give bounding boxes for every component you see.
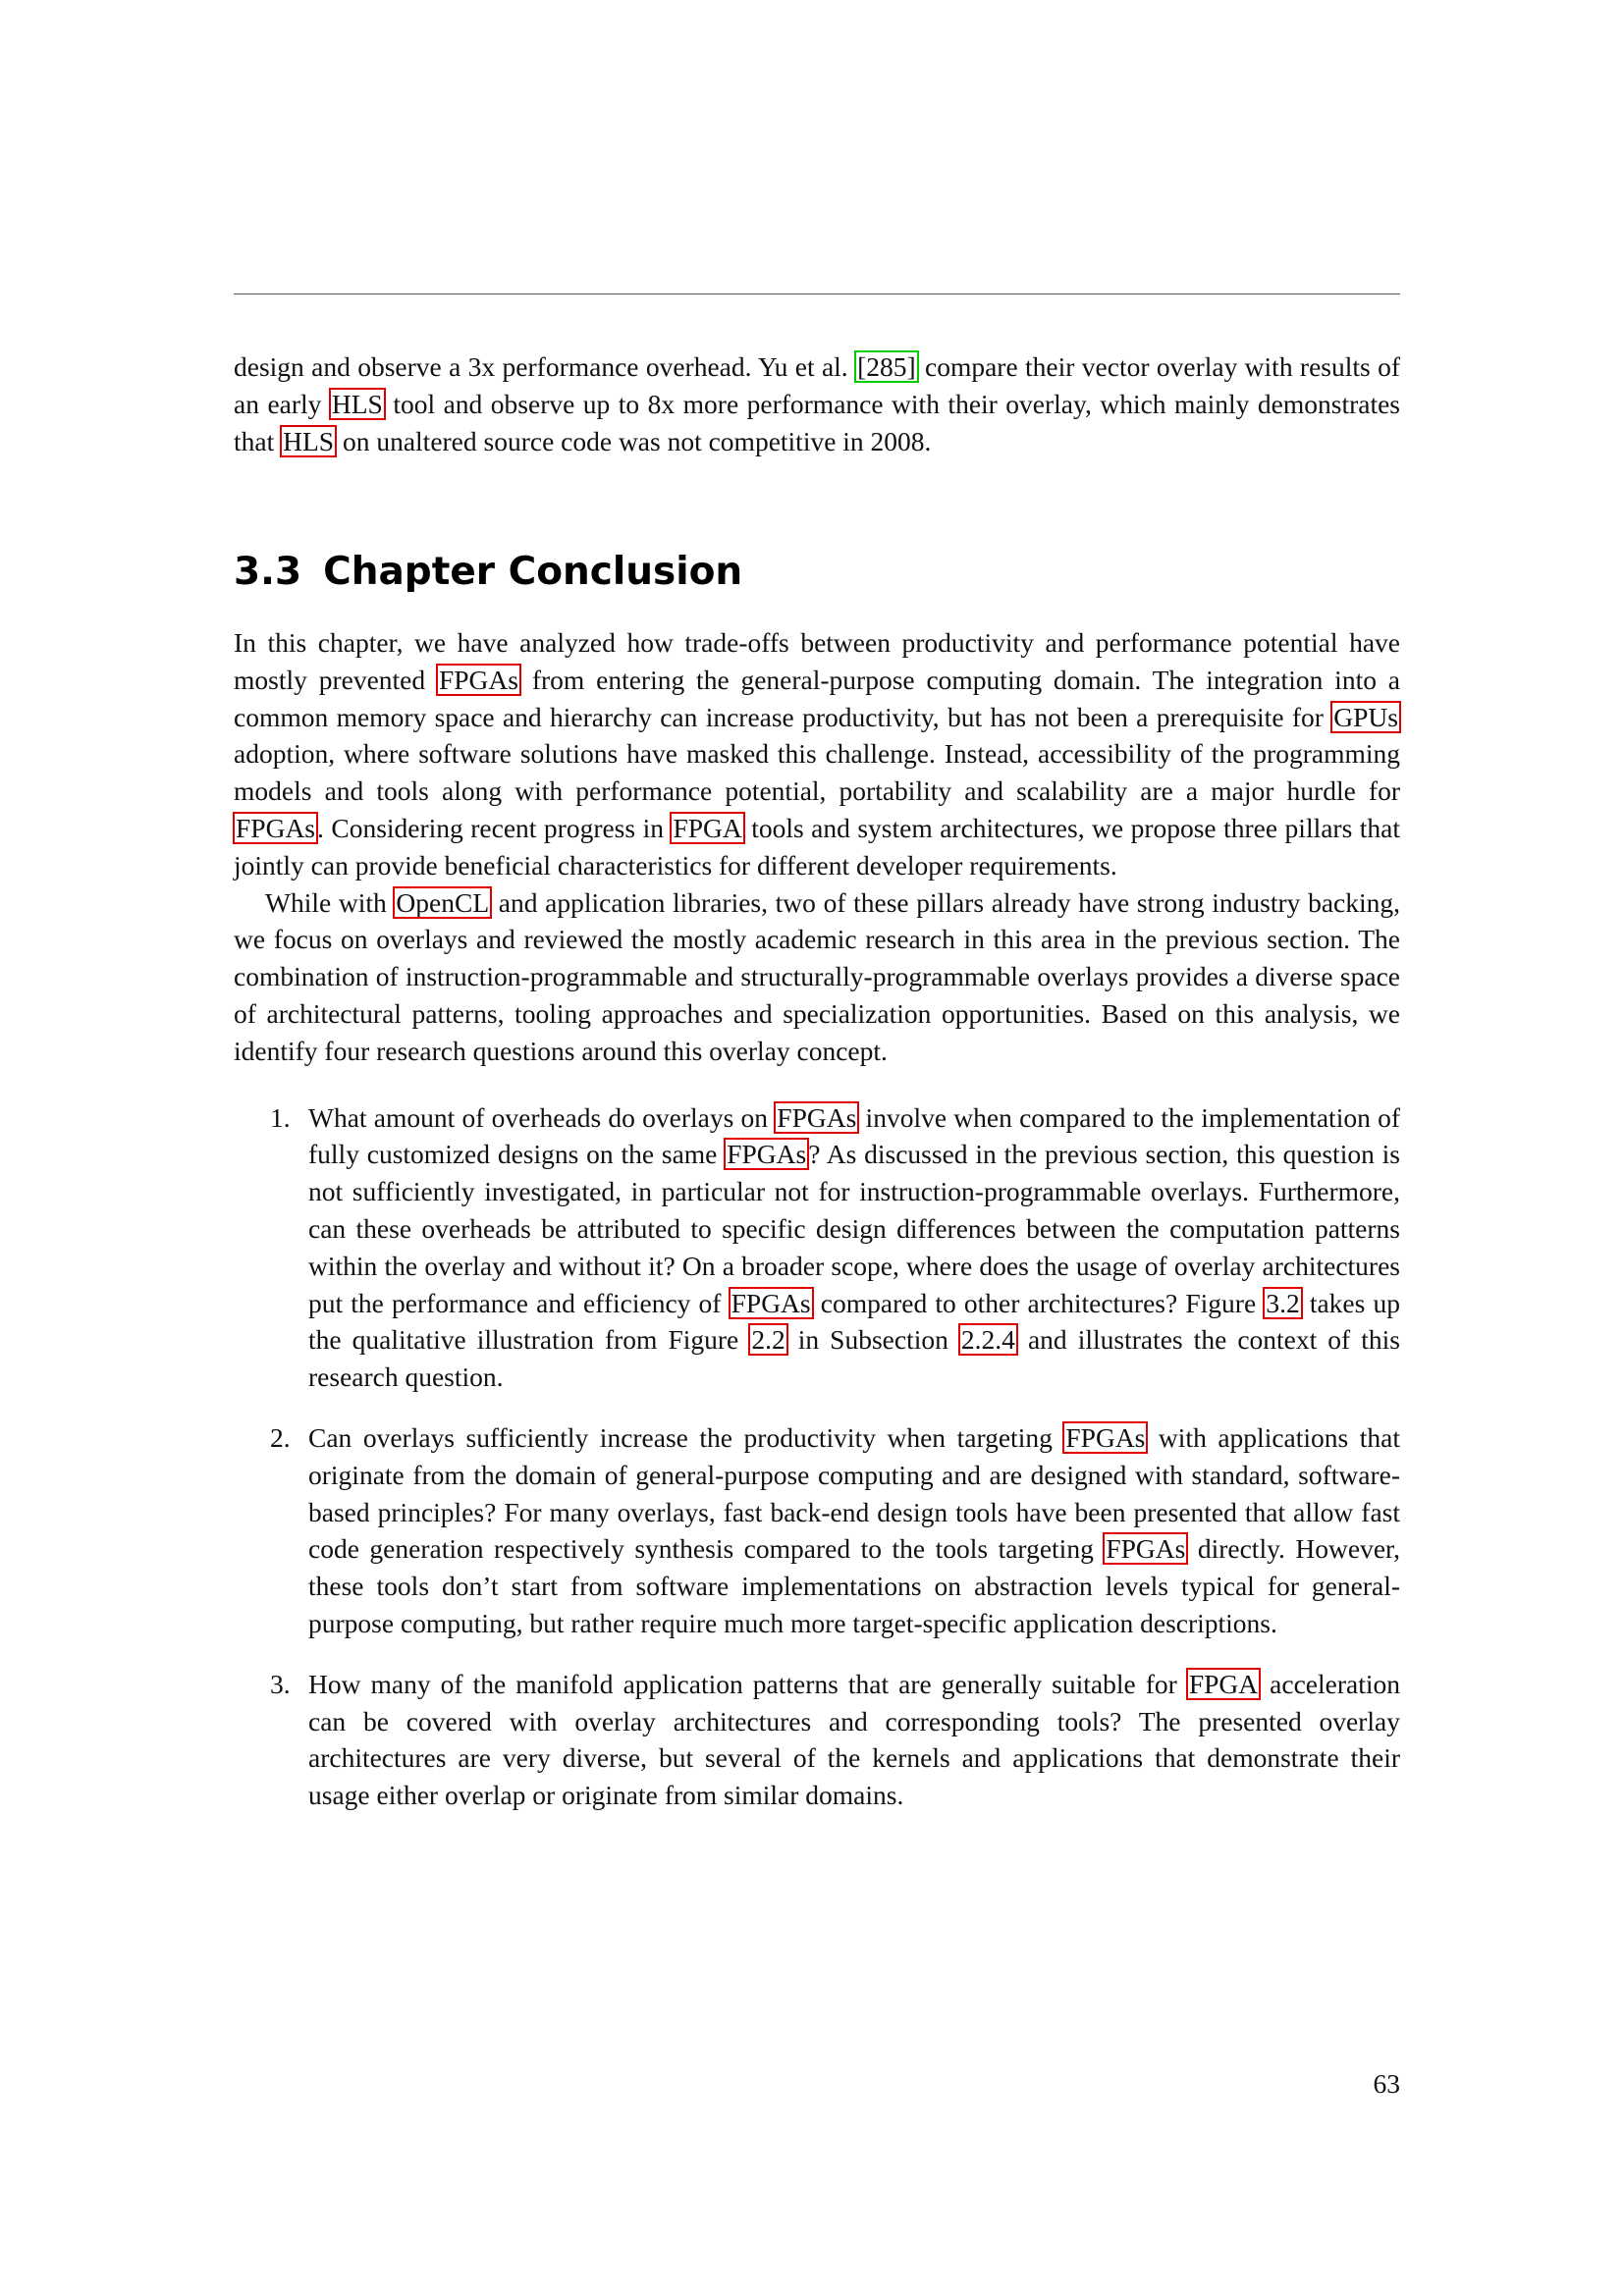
subsection-ref-2-2-4[interactable]: 2.2.4 — [960, 1324, 1015, 1356]
figure-ref-3-2[interactable]: 3.2 — [1266, 1287, 1300, 1318]
acronym-link-gpus[interactable]: GPUs — [1333, 701, 1398, 732]
list-marker: 1. — [270, 1101, 291, 1133]
acronym-link-fpgas[interactable]: FPGAs — [236, 812, 316, 843]
acronym-link-hls[interactable]: HLS — [283, 425, 335, 456]
list-item: 1. What amount of overheads do overlays on FPGAs involve when compared to the implementation of fully customized designs on the same FPGAs? As discussed in the previous section, this question is not sufficiently investigated, in particular not for instruction-programmable overlays. Furthermore, can these overheads be attributed to specific design differences between the computation patterns within the overlay and without it? On a broader scope, where does the usage of overlay architectures put the performance and efficiency of FPGAs compared to other architectures? Figure 3.2 takes up the qualitative illustration from Figure 2.2 in Subsection 2.2.4 and illustrates the context of this research question. — [234, 1099, 1400, 1396]
acronym-link-fpgas[interactable]: FPGAs — [1106, 1533, 1186, 1565]
acronym-link-fpgas[interactable]: FPGAs — [438, 664, 518, 695]
list-item: 3. How many of the manifold application patterns that are generally suitable for FPGA acceleration can be covered with overlay architectures and corresponding tools? The presented overlay architectures are very diverse, but several of the kernels and applications that demonstrate their usage either overlap or originate from similar domains. — [234, 1666, 1400, 1814]
list-marker: 3. — [270, 1668, 291, 1699]
section-number: 3.3 — [234, 550, 302, 594]
acronym-link-fpgas[interactable]: FPGAs — [731, 1287, 811, 1318]
research-questions-list — [234, 1099, 1400, 1814]
section-body — [234, 624, 1400, 1838]
paragraph-2: While with OpenCL and application libraries, two of these pillars already have strong industry backing, we focus on overlays and reviewed the mostly academic research in this area in the previous section. The combination of instruction-programmable and structurally-programmable overlays provides a diverse space of architectural patterns, tooling approaches and specialization opportunities. Based on this analysis, we identify four research questions around this overlay concept. — [234, 886, 1400, 1066]
figure-ref-2-2[interactable]: 2.2 — [751, 1324, 785, 1356]
acronym-link-fpga[interactable]: FPGA — [673, 812, 742, 843]
acronym-link-fpgas[interactable]: FPGAs — [727, 1139, 807, 1170]
acronym-link-fpga[interactable]: FPGA — [1188, 1668, 1259, 1699]
acronym-link-fpgas[interactable]: FPGAs — [777, 1101, 857, 1133]
citation-link-285[interactable]: [285] — [857, 351, 916, 382]
list-marker: 2. — [270, 1421, 291, 1453]
acronym-link-fpgas[interactable]: FPGAs — [1065, 1421, 1146, 1453]
section-heading — [234, 548, 1400, 597]
list-item: 2. Can overlays sufficiently increase the productivity when targeting FPGAs with applications that originate from the domain of general-purpose computing and are designed with standard, software-based principles? For many overlays, fast back-end design tools have been presented that allow fast code generation respectively synthesis compared to the tools targeting FPGAs directly. However, these tools don’t start from software implementations on abstraction levels typical for general-purpose computing, but rather require much more target-specific application descriptions. — [234, 1419, 1400, 1642]
intro-paragraph: design and observe a 3x performance overhead. Yu et al. [285] compare their vector overlay with results of an early HLS tool and observe up to 8x more performance with their overlay, which mainly demonstrates that HLS on unaltered source code was not competitive in 2008. — [234, 351, 1401, 456]
acronym-link-hls[interactable]: HLS — [331, 388, 383, 419]
acronym-link-opencl[interactable]: OpenCL — [396, 886, 490, 918]
section-title: Chapter Conclusion — [323, 550, 743, 594]
paragraph-1: In this chapter, we have analyzed how trade-offs between productivity and performance potential have mostly prevented FPGAs from entering the general-purpose computing domain. The integration into a common memory space and hierarchy can increase productivity, but has not been a prerequisite for GPUs adoption, where software solutions have masked this challenge. Instead, accessibility of the programming models and tools along with performance potential, portability and scalability are a major hurdle for FPGAs. Considering recent progress in FPGA tools and system architectures, we propose three pillars that jointly can provide beneficial characteristics for different developer requirements. — [234, 627, 1400, 881]
page-number: 63 — [1373, 2068, 1400, 2099]
